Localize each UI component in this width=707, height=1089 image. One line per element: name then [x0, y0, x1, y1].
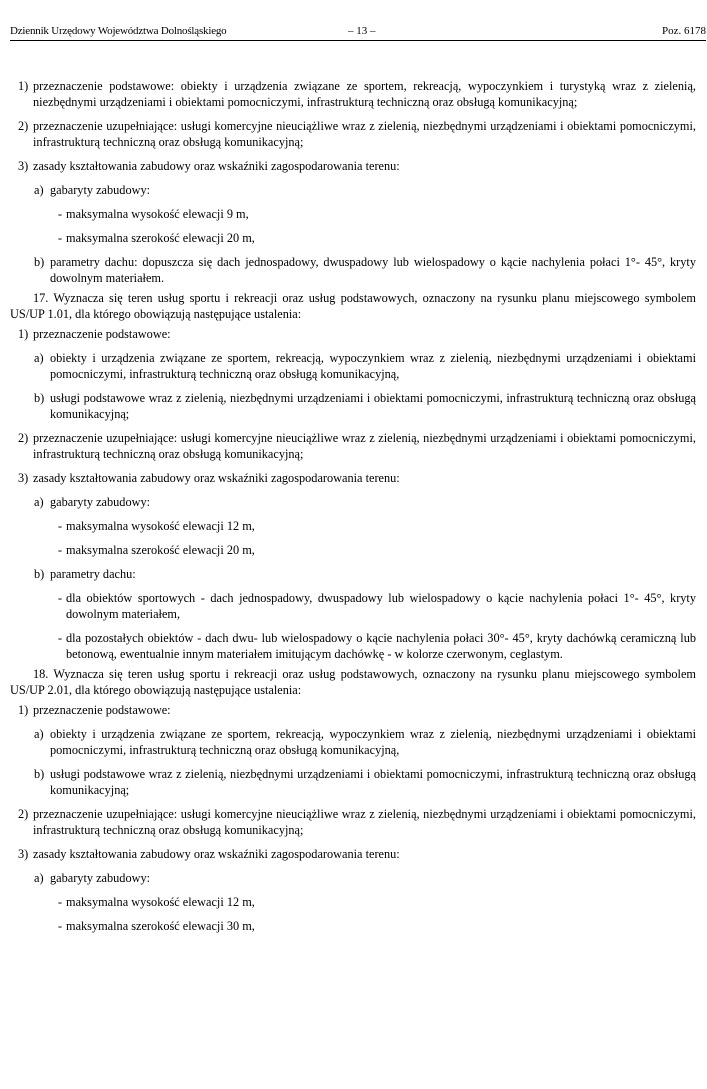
item-marker: - — [58, 231, 63, 245]
document-body — [10, 78, 696, 942]
item-text: zasady kształtowania zabudowy oraz wskaźniki zagospodarowania terenu: — [33, 471, 400, 485]
position-number: Poz. 6178 — [662, 25, 706, 37]
list-item — [10, 182, 696, 198]
item-text: usługi podstawowe wraz z zielenią, niezbędnymi urządzeniami i obiektami pomocniczymi, infrastrukturą techniczną oraz obsługą komunikacyjną; — [50, 391, 696, 421]
list-item — [10, 158, 696, 174]
paragraph-17: 17. Wyznacza się teren usług sportu i rekreacji oraz usług podstawowych, oznaczony na rysunku planu miejscowego symbolem US/UP 1.01, dla którego obowiązują następujące ustalenia: — [10, 291, 696, 321]
list-item — [10, 806, 696, 838]
page-number: – 13 – — [348, 25, 376, 37]
item-marker: - — [58, 543, 63, 557]
list-item — [10, 766, 696, 798]
item-marker: 1) — [18, 79, 29, 93]
item-marker: - — [58, 591, 63, 605]
item-marker: 2) — [18, 807, 29, 821]
list-item — [10, 846, 696, 862]
item-text: gabaryty zabudowy: — [50, 495, 151, 509]
item-marker: b) — [34, 391, 45, 405]
list-item — [10, 470, 696, 486]
item-text: maksymalna szerokość elewacji 20 m, — [66, 543, 255, 557]
item-marker: 1) — [18, 327, 29, 341]
item-text: maksymalna szerokość elewacji 30 m, — [66, 919, 255, 933]
journal-title: Dziennik Urzędowy Województwa Dolnośląskiego — [10, 25, 227, 37]
item-text: przeznaczenie uzupełniające: usługi komercyjne nieuciążliwe wraz z zielenią, niezbędnymi urządzeniami i obiektami pomocniczymi, infrastrukturą techniczną oraz obsługą komunikacyjną; — [33, 431, 696, 461]
item-text: dla pozostałych obiektów - dach dwu- lub wielospadowy o kącie nachylenia połaci 30°- 45°, kryty dachówką ceramiczną lub betonową, ewentualnie innym materiałem imitującym dachówkę - w kolorze czerwonym, ceglastym. — [66, 631, 696, 661]
item-marker: - — [58, 519, 63, 533]
item-marker: 2) — [18, 431, 29, 445]
item-text: parametry dachu: dopuszcza się dach jednospadowy, dwuspadowy lub wielospadowy o kącie nachylenia połaci 1°- 45°, kryty dowolnym materiałem. — [50, 255, 696, 285]
item-text: przeznaczenie podstawowe: obiekty i urządzenia związane ze sportem, rekreacją, wypoczynkiem i turystyką wraz z zielenią, niezbędnymi urządzeniami i obiektami pomocniczymi, infrastrukturą techniczną oraz obsługą komunikacyjną; — [33, 79, 696, 109]
list-item — [10, 590, 696, 622]
list-item — [10, 254, 696, 286]
list-item — [10, 350, 696, 382]
item-marker: - — [58, 919, 63, 933]
item-marker: b) — [34, 255, 45, 269]
list-item — [10, 726, 696, 758]
item-marker: - — [58, 895, 63, 909]
item-text: maksymalna szerokość elewacji 20 m, — [66, 231, 255, 245]
item-marker: - — [58, 631, 63, 645]
item-text: usługi podstawowe wraz z zielenią, niezbędnymi urządzeniami i obiektami pomocniczymi, infrastrukturą techniczną oraz obsługą komunikacyjną; — [50, 767, 696, 797]
list-item — [10, 118, 696, 150]
list-item — [10, 430, 696, 462]
list-item — [10, 494, 696, 510]
item-text: zasady kształtowania zabudowy oraz wskaźniki zagospodarowania terenu: — [33, 159, 400, 173]
item-text: maksymalna wysokość elewacji 12 m, — [66, 519, 255, 533]
list-item — [10, 918, 696, 934]
list-item — [10, 326, 696, 342]
item-text: przeznaczenie uzupełniające: usługi komercyjne nieuciążliwe wraz z zielenią, niezbędnymi urządzeniami i obiektami pomocniczymi, infrastrukturą techniczną oraz obsługą komunikacyjną; — [33, 807, 696, 837]
list-item — [10, 542, 696, 558]
item-text: przeznaczenie uzupełniające: usługi komercyjne nieuciążliwe wraz z zielenią, niezbędnymi urządzeniami i obiektami pomocniczymi, infrastrukturą techniczną oraz obsługą komunikacyjną; — [33, 119, 696, 149]
item-marker: a) — [34, 495, 44, 509]
item-text: maksymalna wysokość elewacji 9 m, — [66, 207, 249, 221]
list-item — [10, 206, 696, 222]
item-marker: 3) — [18, 471, 29, 485]
item-text: przeznaczenie podstawowe: — [33, 703, 171, 717]
list-item — [10, 702, 696, 718]
item-text: gabaryty zabudowy: — [50, 183, 151, 197]
list-item — [10, 870, 696, 886]
item-marker: 2) — [18, 119, 29, 133]
list-item — [10, 894, 696, 910]
item-marker: a) — [34, 183, 44, 197]
item-marker: a) — [34, 351, 44, 365]
item-marker: a) — [34, 871, 44, 885]
item-text: zasady kształtowania zabudowy oraz wskaźniki zagospodarowania terenu: — [33, 847, 400, 861]
item-marker: b) — [34, 567, 45, 581]
item-marker: a) — [34, 727, 44, 741]
item-text: maksymalna wysokość elewacji 12 m, — [66, 895, 255, 909]
list-item — [10, 518, 696, 534]
item-marker: 3) — [18, 847, 29, 861]
item-marker: b) — [34, 767, 45, 781]
item-text: dla obiektów sportowych - dach jednospadowy, dwuspadowy lub wielospadowy o kącie nachylenia połaci 1°- 45°, kryty dowolnym materiałem, — [66, 591, 696, 621]
item-marker: 3) — [18, 159, 29, 173]
item-text: obiekty i urządzenia związane ze sportem, rekreacją, wypoczynkiem wraz z zielenią, niezbędnymi urządzeniami i obiektami pomocniczymi, infrastrukturą techniczną oraz obsługą komunikacyjną, — [50, 351, 696, 381]
list-item — [10, 566, 696, 582]
item-text: gabaryty zabudowy: — [50, 871, 151, 885]
item-text: obiekty i urządzenia związane ze sportem, rekreacją, wypoczynkiem wraz z zielenią, niezbędnymi urządzeniami i obiektami pomocniczymi, infrastrukturą techniczną oraz obsługą komunikacyjną, — [50, 727, 696, 757]
item-text: przeznaczenie podstawowe: — [33, 327, 171, 341]
list-item — [10, 630, 696, 662]
item-text: parametry dachu: — [50, 567, 136, 581]
list-item — [10, 78, 696, 110]
list-item — [10, 390, 696, 422]
paragraph-18: 18. Wyznacza się teren usług sportu i rekreacji oraz usług podstawowych, oznaczony na rysunku planu miejscowego symbolem US/UP 2.01, dla którego obowiązują następujące ustalenia: — [10, 667, 696, 697]
item-marker: - — [58, 207, 63, 221]
list-item — [10, 230, 696, 246]
running-header — [10, 24, 706, 41]
item-marker: 1) — [18, 703, 29, 717]
